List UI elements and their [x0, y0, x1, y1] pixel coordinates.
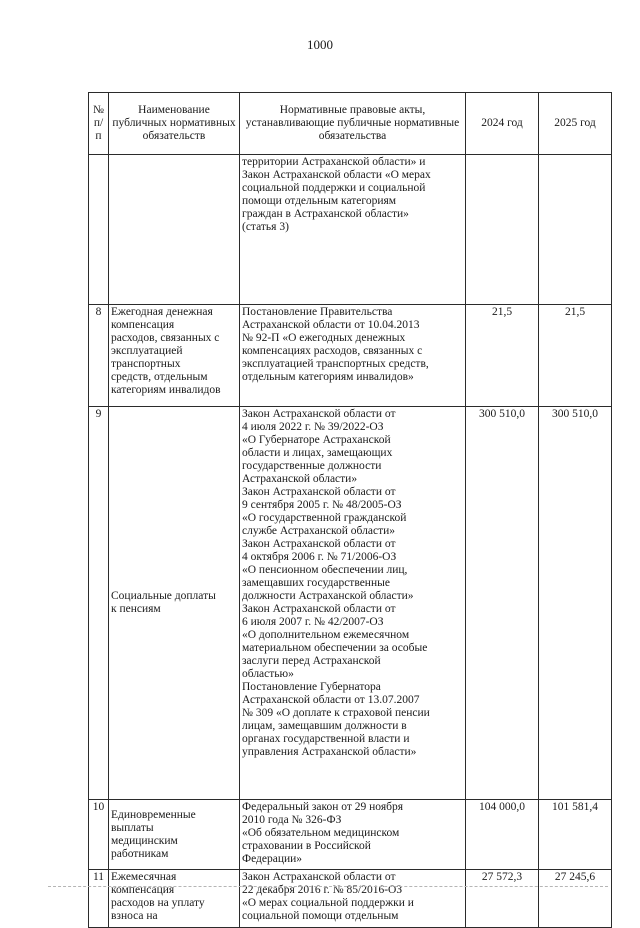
- row-number: [89, 155, 109, 305]
- row-2025: 101 581,4: [539, 800, 612, 870]
- text-line: расходов на уплату: [111, 897, 205, 909]
- text-line: расходов, связанных с: [111, 332, 220, 344]
- text-line: (статья 3): [242, 221, 289, 233]
- text-line: эксплуатацией: [111, 345, 183, 357]
- row-name: [109, 305, 240, 407]
- text-line: компенсациях расходов, связанных с: [242, 345, 423, 357]
- text-line: социальной помощи отдельным: [242, 910, 399, 922]
- text-line: 4 октября 2006 г. № 71/2006-ОЗ: [242, 551, 397, 563]
- table-row: [89, 305, 612, 407]
- text-line: средств, отдельным: [111, 371, 208, 383]
- text-line: материальном обеспечении за особые: [242, 642, 428, 654]
- text-line: Постановление Правительства: [242, 306, 393, 318]
- text-line: 9 сентября 2005 г. № 48/2005-ОЗ: [242, 499, 402, 511]
- text-line: органах государственной власти и: [242, 733, 410, 745]
- text-line: «Об обязательном медицинском: [242, 827, 400, 839]
- text-line: лицам, замещавшим должности в: [242, 720, 407, 732]
- text-line: работникам: [111, 847, 169, 860]
- text-line: компенсация: [111, 319, 175, 331]
- text-line: территории Астраханской области» и: [242, 156, 426, 168]
- text-line: Закон Астраханской области от: [242, 603, 396, 615]
- row-acts: [240, 870, 466, 928]
- text-line: Постановление Губернатора: [242, 681, 381, 693]
- text-line: Закон Астраханской области от: [242, 486, 396, 498]
- row-name: [109, 800, 240, 870]
- row-2025: [539, 155, 612, 305]
- header-num: № п/п: [89, 93, 109, 155]
- text-line: социальной поддержки и социальной: [242, 182, 426, 194]
- text-line: должности Астраханской области»: [242, 590, 414, 602]
- row-acts: [240, 155, 466, 305]
- text-line: выплаты: [111, 821, 154, 834]
- text-line: категориям инвалидов: [111, 384, 221, 396]
- text-line: к пенсиям: [111, 603, 161, 615]
- text-line: страховании в Российской: [242, 840, 371, 852]
- row-2024: 27 572,3: [466, 870, 539, 928]
- text-line: Закон Астраханской области от: [242, 871, 396, 883]
- row-number: 11: [89, 870, 109, 928]
- text-line: «О государственной гражданской: [242, 512, 407, 524]
- text-line: замещавших государственные: [242, 577, 390, 589]
- text-line: Федеральный закон от 29 ноября: [242, 801, 404, 813]
- obligations-table: [88, 92, 612, 928]
- text-line: областью»: [242, 668, 294, 680]
- text-line: помощи отдельным категориям: [242, 195, 397, 207]
- text-line: 6 июля 2007 г. № 42/2007-ОЗ: [242, 616, 384, 628]
- text-line: «О Губернаторе Астраханской: [242, 434, 391, 446]
- header-acts: Нормативные правовые акты, устанавливающие публичные нормативные обязательства: [240, 93, 466, 155]
- text-line: 22 декабря 2016 г. № 85/2016-ОЗ: [242, 884, 403, 896]
- text-line: государственные должности: [242, 460, 382, 472]
- page-bottom-divider: [48, 886, 608, 887]
- text-line: Закон Астраханской области «О мерах: [242, 169, 431, 181]
- row-number: 8: [89, 305, 109, 407]
- row-2025: 300 510,0: [539, 407, 612, 800]
- text-line: области и лицах, замещающих: [242, 447, 393, 459]
- text-line: Социальные доплаты: [111, 590, 216, 602]
- text-line: Закон Астраханской области от: [242, 408, 396, 420]
- row-acts: [240, 800, 466, 870]
- text-line: «О мерах социальной поддержки и: [242, 897, 414, 909]
- text-line: Ежегодная денежная: [111, 306, 213, 318]
- text-line: транспортных: [111, 358, 181, 370]
- table-row: [89, 800, 612, 870]
- header-2024: 2024 год: [466, 93, 539, 155]
- text-line: 2010 года № 326-ФЗ: [242, 814, 342, 826]
- row-name: [109, 407, 240, 800]
- text-line: эксплуатацией транспортных средств,: [242, 358, 429, 370]
- text-line: отдельным категориям инвалидов»: [242, 371, 414, 383]
- text-line: граждан в Астраханской области»: [242, 208, 409, 220]
- text-line: взноса на: [111, 910, 158, 922]
- row-acts: [240, 305, 466, 407]
- text-line: Астраханской области от 13.07.2007: [242, 694, 420, 706]
- text-line: Астраханской области»: [242, 473, 358, 485]
- row-2025: 27 245,6: [539, 870, 612, 928]
- row-name: [109, 155, 240, 305]
- text-line: заслуги перед Астраханской: [242, 655, 381, 667]
- header-2025: 2025 год: [539, 93, 612, 155]
- row-number: 9: [89, 407, 109, 800]
- row-name: [109, 870, 240, 928]
- row-2025: 21,5: [539, 305, 612, 407]
- text-line: «О дополнительном ежемесячном: [242, 629, 410, 641]
- table-row: [89, 870, 612, 928]
- row-2024: 300 510,0: [466, 407, 539, 800]
- row-2024: 104 000,0: [466, 800, 539, 870]
- table-row: [89, 155, 612, 305]
- page-number: 1000: [307, 37, 333, 52]
- row-number: 10: [89, 800, 109, 870]
- text-line: «О пенсионном обеспечении лиц,: [242, 564, 408, 576]
- table-header-row: [89, 93, 612, 155]
- header-name: Наименование публичных нормативных обязательств: [109, 93, 240, 155]
- row-2024: [466, 155, 539, 305]
- text-line: Федерации»: [242, 853, 303, 865]
- text-line: Астраханской области от 10.04.2013: [242, 319, 420, 331]
- text-line: Закон Астраханской области от: [242, 538, 396, 550]
- text-line: медицинским: [111, 834, 178, 847]
- text-line: 4 июля 2022 г. № 39/2022-ОЗ: [242, 421, 384, 433]
- text-line: управления Астраханской области»: [242, 746, 417, 758]
- row-2024: 21,5: [466, 305, 539, 407]
- text-line: компенсация: [111, 884, 175, 896]
- table-row: [89, 407, 612, 800]
- text-line: № 309 «О доплате к страховой пенсии: [242, 707, 430, 719]
- text-line: Единовременные: [111, 808, 196, 821]
- text-line: № 92-П «О ежегодных денежных: [242, 332, 406, 344]
- text-line: службе Астраханской области»: [242, 525, 395, 537]
- text-line: Ежемесячная: [111, 871, 177, 883]
- row-acts: [240, 407, 466, 800]
